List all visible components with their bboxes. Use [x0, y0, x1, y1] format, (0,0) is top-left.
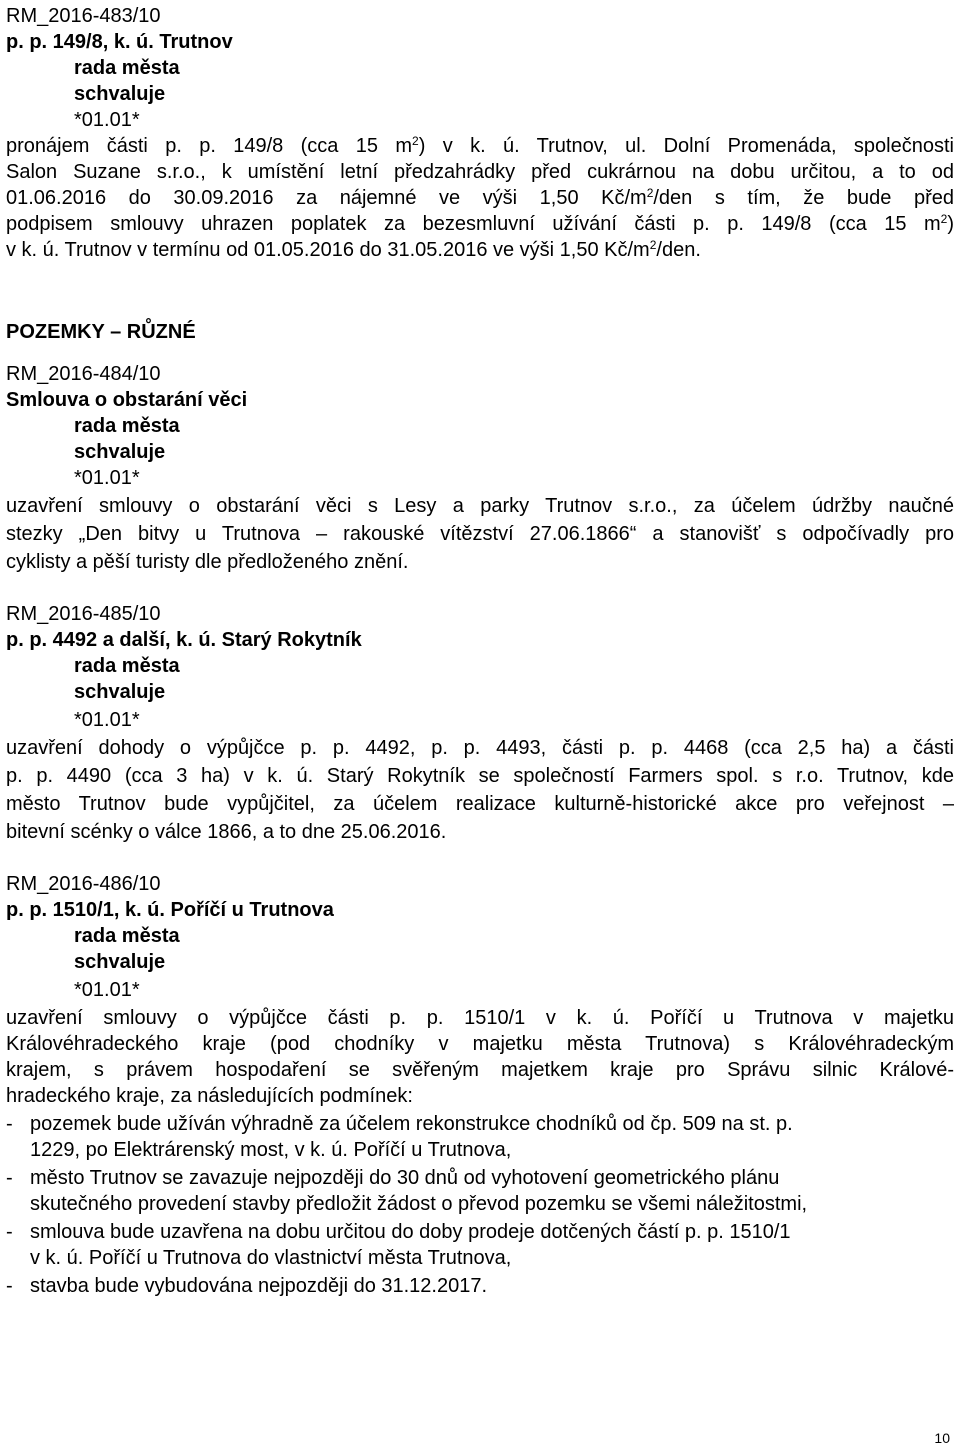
- resolution-text-line: cyklisty a pěší turisty dle předloženého znění.: [6, 551, 409, 573]
- resolution-body: rada města: [74, 655, 180, 677]
- list-bullet: -: [6, 1167, 13, 1189]
- resolution-verb: schvaluje: [74, 83, 166, 105]
- resolution-text-line: bitevní scénky o válce 1866, a to dne 25.06.2016.: [6, 821, 447, 843]
- list-item: pozemek bude užíván výhradně za účelem rekonstrukce chodníků od čp. 509 na st. p.: [30, 1113, 793, 1135]
- resolution-text-line: hradeckého kraje, za následujících podmínek:: [6, 1085, 413, 1107]
- resolution-subject: p. p. 149/8, k. ú. Trutnov: [6, 31, 233, 53]
- resolution-subject: p. p. 1510/1, k. ú. Poříčí u Trutnova: [6, 899, 334, 921]
- list-item: 1229, po Elektrárenský most, v k. ú. Poříčí u Trutnova,: [30, 1139, 512, 1161]
- page-number: 10: [934, 1430, 950, 1446]
- resolution-body: rada města: [74, 57, 180, 79]
- list-item: v k. ú. Poříčí u Trutnova do vlastnictví města Trutnova,: [30, 1247, 512, 1269]
- resolution-text-line: uzavření smlouvy o obstarání věci s Lesy a parky Trutnov s.r.o., za účelem údržby naučné: [6, 495, 954, 517]
- resolution-text-line: pronájem části p. p. 149/8 (cca 15 $m^2$) v k. ú. Trutnov, ul. Dolní Promenáda, společnosti: [6, 134, 954, 157]
- resolution-text-line: podpisem smlouvy uhrazen poplatek za bezesmluvní užívání části p. p. 149/8 (cca 15 $m^2$): [6, 212, 954, 235]
- list-item: město Trutnov se zavazuje nejpozději do 30 dnů od vyhotovení geometrického plánu: [30, 1167, 780, 1189]
- resolution-text-line: stezky „Den bitvy u Trutnova – rakouské vítězství 27.06.1866“ a stanovišť s odpočívadly pro: [6, 523, 954, 545]
- resolution-point: *01.01*: [74, 709, 140, 731]
- resolution-text-line: město Trutnov bude vypůjčitel, za účelem realizace kulturně-historické akce pro veřejnost –: [6, 793, 954, 815]
- resolution-body: rada města: [74, 415, 180, 437]
- list-item: skutečného provedení stavby předložit žádost o převod pozemku se všemi náležitostmi,: [30, 1193, 808, 1215]
- resolution-text-line: Salon Suzane s.r.o., k umístění letní předzahrádky před cukrárnou na dobu určitou, a to od: [6, 161, 954, 183]
- list-bullet: -: [6, 1275, 13, 1297]
- resolution-verb: schvaluje: [74, 951, 166, 973]
- resolution-subject: p. p. 4492 a další, k. ú. Starý Rokytník: [6, 629, 362, 651]
- list-item: stavba bude vybudována nejpozději do 31.12.2017.: [30, 1275, 488, 1297]
- resolution-text-line: v k. ú. Trutnov v termínu od 01.05.2016 do 31.05.2016 ve výši 1,50 $Kč/m^2$/den.: [6, 238, 701, 261]
- list-item: smlouva bude uzavřena na dobu určitou do doby prodeje dotčených částí p. p. 1510/1: [30, 1221, 791, 1243]
- resolution-id: RM_2016-485/10: [6, 603, 161, 625]
- resolution-text-line: Královéhradeckého kraje (pod chodníky v majetku města Trutnova) s Královéhradeckým: [6, 1033, 954, 1055]
- resolution-body: rada města: [74, 925, 180, 947]
- resolution-point: *01.01*: [74, 979, 140, 1001]
- resolution-text-line: 01.06.2016 do 30.09.2016 za nájemné ve výši 1,50 $Kč/m^2$/den s tím, že bude před: [6, 186, 954, 209]
- section-heading: POZEMKY – RŮZNÉ: [6, 321, 196, 343]
- resolution-subject: Smlouva o obstarání věci: [6, 389, 248, 411]
- resolution-id: RM_2016-484/10: [6, 363, 161, 385]
- list-bullet: -: [6, 1113, 13, 1135]
- resolution-point: *01.01*: [74, 467, 140, 489]
- resolution-text-line: uzavření smlouvy o výpůjčce části p. p. 1510/1 v k. ú. Poříčí u Trutnova v majetku: [6, 1007, 954, 1029]
- resolution-id: RM_2016-483/10: [6, 5, 161, 27]
- list-bullet: -: [6, 1221, 13, 1243]
- resolution-text-line: krajem, s právem hospodaření se svěřeným majetkem kraje pro Správu silnic Králové-: [6, 1059, 954, 1081]
- resolution-verb: schvaluje: [74, 681, 166, 703]
- resolution-point: *01.01*: [74, 109, 140, 131]
- resolution-id: RM_2016-486/10: [6, 873, 161, 895]
- resolution-text-line: uzavření dohody o výpůjčce p. p. 4492, p. p. 4493, části p. p. 4468 (cca 2,5 ha) a části: [6, 737, 954, 759]
- resolution-verb: schvaluje: [74, 441, 166, 463]
- resolution-text-line: p. p. 4490 (cca 3 ha) v k. ú. Starý Rokytník se společností Farmers spol. s r.o. Trutnov, kde: [6, 765, 954, 787]
